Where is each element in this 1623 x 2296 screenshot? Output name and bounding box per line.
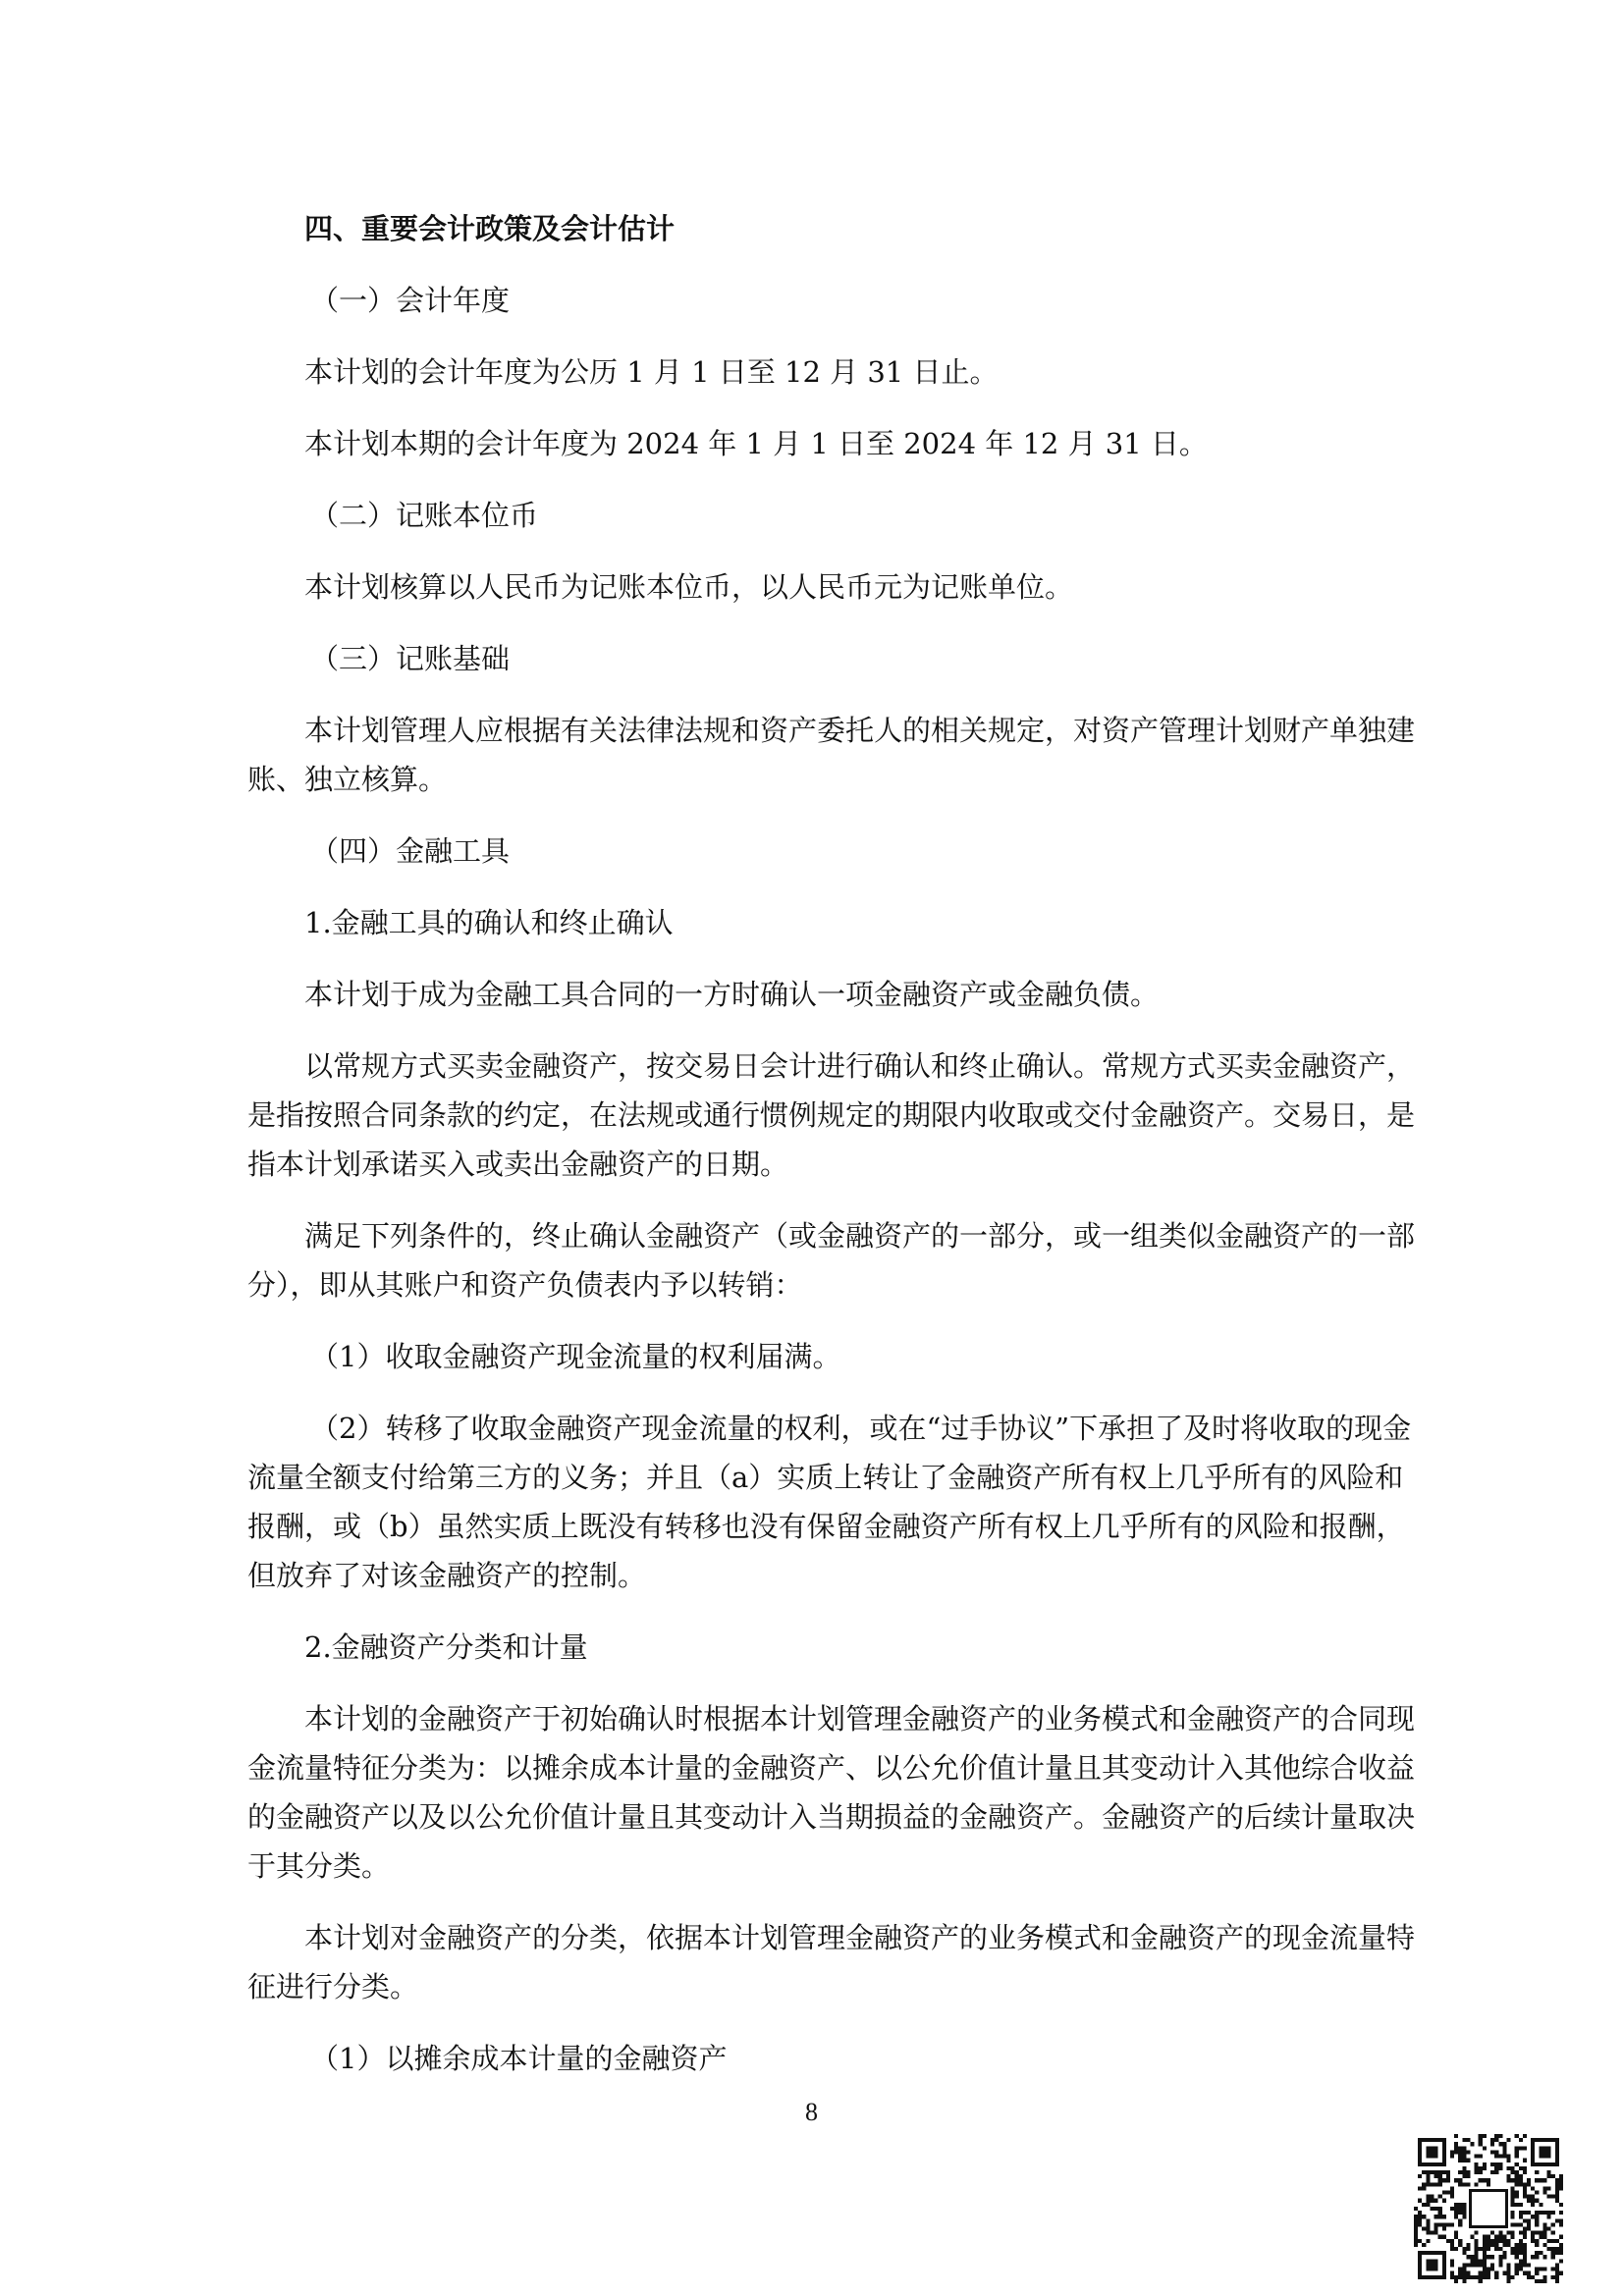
subsection-paragraph: （1）以摊余成本计量的金融资产 [310,2042,728,2075]
qr-code-icon [1414,2134,1563,2283]
body-paragraph: 2.金融资产分类和计量 [304,1630,588,1664]
subsection-paragraph: （1）收取金融资产现金流量的权利届满。 [310,1340,841,1373]
body-paragraph: 以常规方式买卖金融资产，按交易日会计进行确认和终止确认。常规方式买卖金融资产，是指按照合同条款的约定，在法规或通行惯例规定的期限内收取或交付金融资产。交易日，是指本计划承诺买入或卖出金融资产的日期。 [247,1049,1416,1181]
subsection-paragraph: （二）记账本位币 [310,499,539,532]
subsection-paragraph: （三）记账基础 [310,642,511,675]
body-paragraph: 本计划于成为金融工具合同的一方时确认一项金融资产或金融负债。 [304,978,1160,1011]
section-heading: 四、重要会计政策及会计估计 [304,212,676,245]
body-paragraph: 本计划本期的会计年度为 2024 年 1 月 1 日至 2024 年 12 月 31 日。 [304,427,1208,460]
subsection-paragraph: （2）转移了收取金融资产现金流量的权利，或在“过手协议”下承担了及时将收取的现金流量全额支付给第三方的义务；并且（a）实质上转让了金融资产所有权上几乎所有的风险和报酬，或（b）虽然实质上既没有转移也没有保留金融资产所有权上几乎所有的风险和报酬，但放弃了对该金融资产的控制。 [247,1412,1412,1592]
page-number: 8 [805,2098,818,2126]
body-paragraph: 满足下列条件的，终止确认金融资产（或金融资产的一部分，或一组类似金融资产的一部分），即从其账户和资产负债表内予以转销： [247,1219,1416,1302]
body-paragraph: 本计划的会计年度为公历 1 月 1 日至 12 月 31 日止。 [304,355,999,389]
body-paragraph: 本计划对金融资产的分类，依据本计划管理金融资产的业务模式和金融资产的现金流量特征进行分类。 [247,1921,1416,2003]
body-paragraph: 本计划核算以人民币为记账本位币，以人民币元为记账单位。 [304,570,1074,604]
subsection-paragraph: （一）会计年度 [310,284,511,317]
body-paragraph: 本计划的金融资产于初始确认时根据本计划管理金融资产的业务模式和金融资产的合同现金流量特征分类为：以摊余成本计量的金融资产、以公允价值计量且其变动计入其他综合收益的金融资产以及以公允价值计量且其变动计入当期损益的金融资产。金融资产的后续计量取决于其分类。 [247,1702,1416,1883]
body-paragraph: 本计划管理人应根据有关法律法规和资产委托人的相关规定，对资产管理计划财产单独建账、独立核算。 [247,714,1416,796]
paragraph-list [247,276,1426,2083]
body-paragraph: 1.金融工具的确认和终止确认 [304,906,674,939]
subsection-paragraph: （四）金融工具 [310,834,511,868]
document-body [247,204,1426,2083]
